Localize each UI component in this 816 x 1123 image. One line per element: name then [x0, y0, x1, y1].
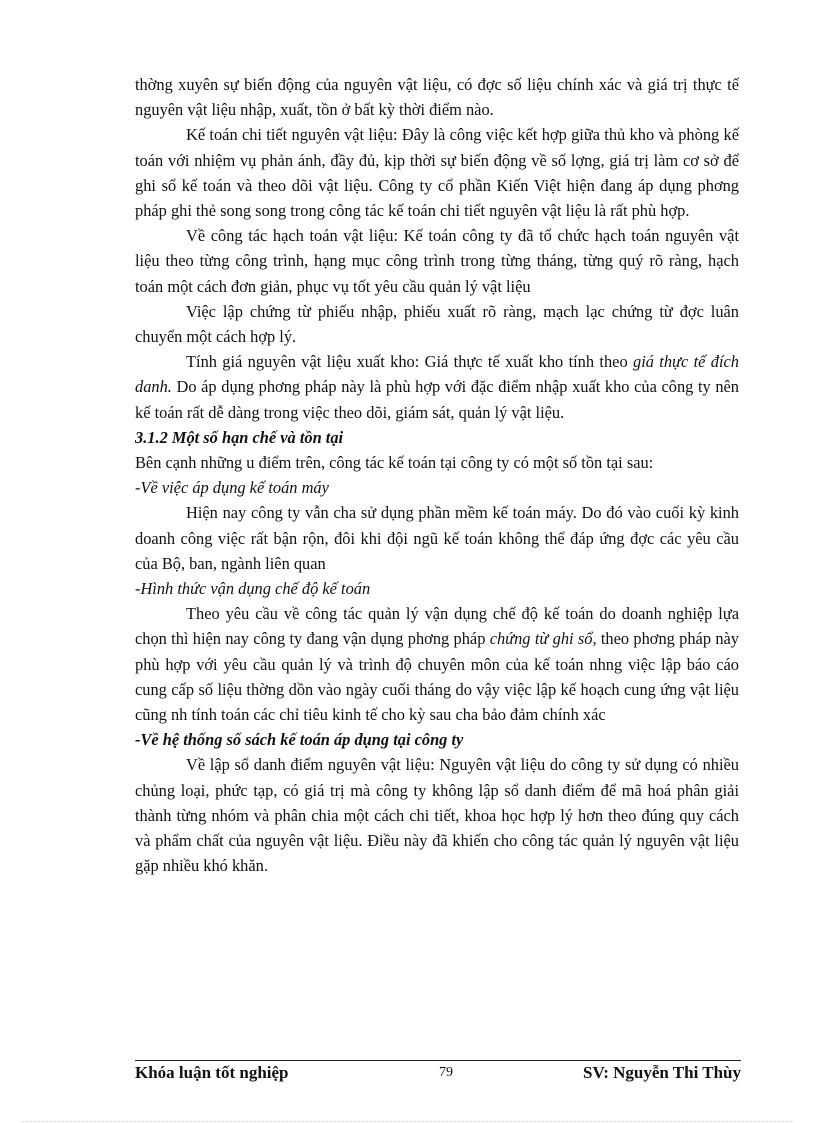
footer-divider — [135, 1060, 741, 1061]
regime-text-before: Theo yêu cầu về công tác quản lý vận dụng chế độ kế toán do doanh nghiệp lựa chọn thì hiện nay công ty đang vận dụng phơng pháp — [135, 604, 739, 649]
document-body — [135, 72, 739, 879]
paragraph-accounting-regime — [135, 601, 739, 727]
pricing-text-after: Do áp dụng phơng pháp này là phù hợp với đặc điểm nhập xuất kho của công ty nên kế toán rất dễ dàng trong việc theo dõi, giám sát, quản lý vật liệu. — [135, 377, 739, 422]
footer-student-name: SV: Nguyễn Thi Thùy — [583, 1063, 741, 1082]
subheading-accounting-regime: -Hình thức vận dụng chế độ kế toán — [135, 579, 371, 599]
paragraph-vouchers: Việc lập chứng từ phiếu nhập, phiếu xuất rõ ràng, mạch lạc chứng từ đợc luân chuyển một cách hợp lý. — [135, 301, 739, 347]
footer-thesis-label: Khóa luận tốt nghiệp — [135, 1063, 289, 1082]
section-heading: 3.1.2 Một số hạn chế và tồn tại — [135, 427, 344, 447]
subheading-bookkeeping-system: -Về hệ thống sổ sách kế toán áp dụng tại công ty — [135, 730, 464, 750]
paragraph-pricing — [135, 349, 739, 425]
subheading-accounting-software: -Về việc áp dụng kế toán máy — [135, 478, 329, 498]
pricing-text-before: Tính giá nguyên vật liệu xuất kho: Giá thực tế xuất kho tính theo — [186, 352, 633, 372]
paragraph-detail-accounting: Kế toán chi tiết nguyên vật liệu: Đây là công việc kết hợp giữa thủ kho và phòng kế toán với nhiệm vụ phản ánh, đầy đủ, kịp thời sự biến động về số lợng, giá trị làm cơ sở để ghi sổ kế toán và theo dõi vật liệu. Công ty cổ phần Kiến Việt hiện đang áp dụng phơng pháp ghi thẻ song song trong công tác kế toán chi tiết nguyên vật liệu là rất phù hợp. — [135, 125, 739, 221]
paragraph-continuation: thờng xuyên sự biến động của nguyên vật liệu, có đợc số liệu chính xác và giá trị thực tế nguyên vật liệu nhập, xuất, tồn ở bất kỳ thời điểm nào. — [135, 75, 739, 120]
paragraph-accounting-software: Hiện nay công ty vẫn cha sử dụng phần mềm kế toán máy. Do đó vào cuối kỳ kinh doanh công việc rất bận rộn, đôi khi đội ngũ kế toán không thể đáp ứng đợc các yêu cầu của Bộ, ban, ngành liên quan — [135, 503, 739, 573]
pricing-method-italic: giá thực tế đích danh. — [135, 352, 739, 397]
page-bottom-border — [22, 1121, 794, 1122]
regime-text-after: theo phơng pháp này phù hợp với yêu cầu quản lý và trình độ chuyên môn của kế toán nhng việc lập báo cáo cung cấp số liệu thờng dồn vào ngày cuối tháng do vậy việc lập kế hoạch cung ứng vật liệu cũng nh tính toán các chỉ tiêu kinh tế cho kỳ sau cha bảo đảm chính xác — [135, 629, 739, 725]
paragraph-material-accounting: Về công tác hạch toán vật liệu: Kế toán công ty đã tổ chức hạch toán nguyên vật liệu theo từng công trình, hạng mục công trình trong từng tháng, từng quý rõ ràng, hạch toán một cách đơn giản, phục vụ tốt yêu cầu quản lý vật liệu — [135, 226, 739, 296]
regime-method-italic: chứng từ ghi sổ, — [489, 629, 597, 649]
page-number: 79 — [439, 1065, 453, 1080]
section-intro: Bên cạnh những u điểm trên, công tác kế toán tại công ty có một số tồn tại sau: — [135, 453, 654, 473]
paragraph-bookkeeping-system: Về lập sổ danh điểm nguyên vật liệu: Nguyên vật liệu do công ty sử dụng có nhiều chủng loại, phức tạp, có giá trị mà công ty không lập sổ danh điểm để mã hoá phân giải thành từng nhóm và phân chia một cách chi tiết, khoa học hợp lý hơn theo đúng quy cách và phẩm chất của nguyên vật liệu. Điều này đã khiến cho công tác quản lý nguyên vật liệu gặp nhiều khó khăn. — [135, 755, 739, 876]
